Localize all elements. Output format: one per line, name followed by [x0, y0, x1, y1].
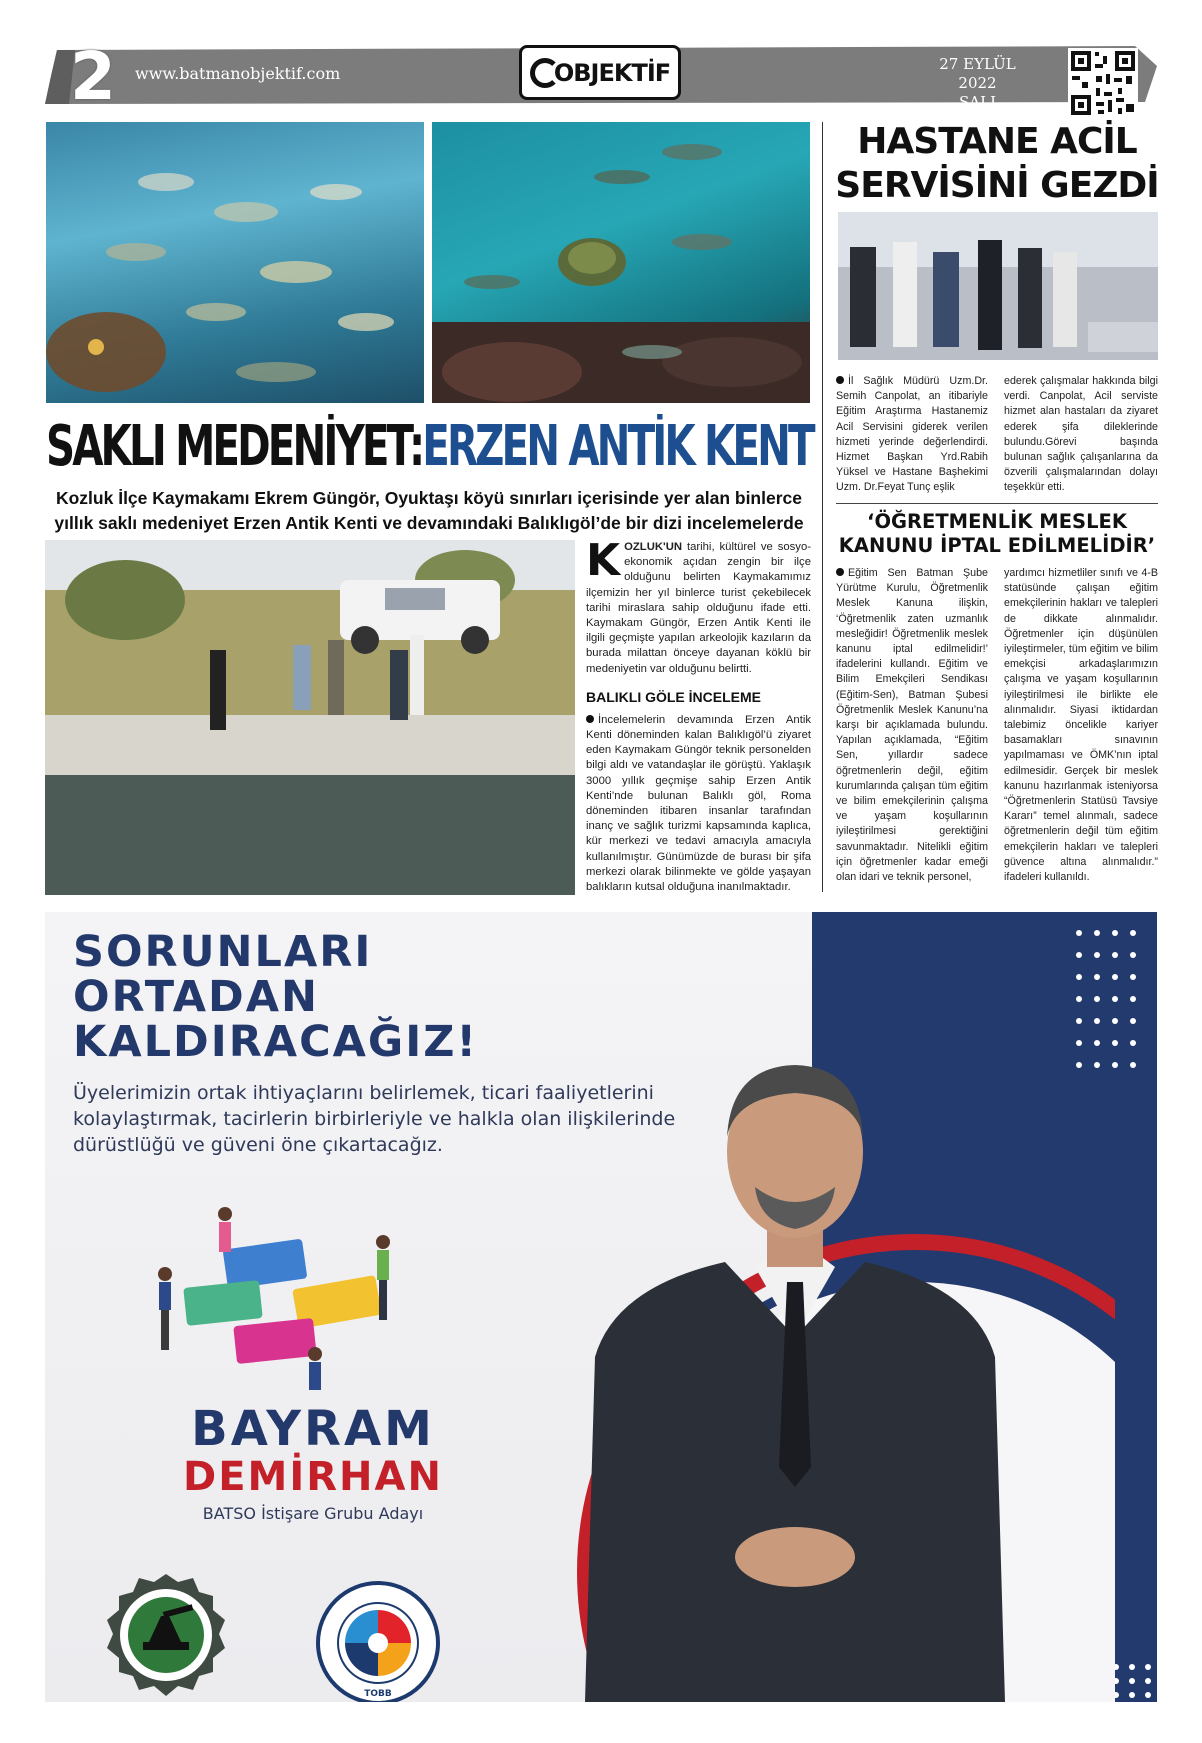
main-article-paragraph-2	[586, 713, 811, 895]
decor-dot	[1076, 1062, 1082, 1068]
decor-dot	[1130, 1018, 1136, 1024]
batso-seal-icon	[103, 1572, 229, 1698]
issue-date-day: 27 EYLÜL 2022	[939, 55, 1016, 92]
hospital-headline: HASTANE ACİL SERVİSİNİ GEZDİ	[835, 121, 1159, 206]
tobb-seal-abbr: TOBB	[364, 1689, 392, 1699]
decor-dot	[1112, 996, 1118, 1002]
decor-dot	[1076, 1040, 1082, 1046]
decor-dot	[1112, 1018, 1118, 1024]
tobb-seal-icon	[315, 1580, 441, 1702]
photo-site-visit	[45, 540, 575, 895]
bullet-icon	[836, 376, 844, 384]
decor-dot	[1145, 1678, 1151, 1684]
slogan-line-1: SORUNLARI	[73, 927, 373, 977]
decor-dot	[1094, 930, 1100, 936]
hospital-col-1-text: İl Sağlık Müdürü Uzm.Dr. Semih Canpolat, an itibariyle Eğitim Araştırma Hastanemiz Acil Servisini giderek verilen hizmeti yerinde değerlendirdi. Hizmet Başkan Yrd.Rabih Yüksel ve Hastane Başhekimi Uzm. Dr.Feyat Tunç eşlik	[836, 375, 988, 494]
decor-dot	[1094, 1018, 1100, 1024]
main-article-body	[586, 535, 811, 895]
drop-cap: K	[586, 535, 621, 586]
qr-code-icon[interactable]	[1068, 48, 1138, 118]
hospital-article-col-2: ederek çalışmalar hakkında bilgi verdi. Canpolat, Acil serviste hizmet alan hastaları da ziyaret ederek şifa dileklerinde bulundu.Görevi başında bulunan sağlık çalışanlarına da özverili çalışmalarından dolayı teşekkür etti.	[1004, 375, 1158, 494]
issue-date	[920, 55, 1035, 112]
decor-dot	[1130, 1040, 1136, 1046]
site-url-link[interactable]: www.batmanobjektif.com	[135, 64, 341, 83]
decor-dot	[1130, 952, 1136, 958]
slogan-line-2: ORTADAN	[73, 972, 319, 1022]
decor-dot	[1076, 952, 1082, 958]
slogan-line-3: KALDIRACAĞIZ!	[73, 1017, 479, 1067]
decor-dot	[1076, 996, 1082, 1002]
decor-dot	[1076, 930, 1082, 936]
newspaper-logo[interactable]	[519, 45, 681, 100]
candidate-photo	[555, 1037, 1035, 1702]
bullet-icon	[586, 715, 594, 723]
page-number: 2	[70, 38, 116, 115]
article-subheading: BALIKLI GÖLE İNCELEME	[586, 688, 761, 705]
photo-hospital-visit	[838, 212, 1158, 360]
main-headline	[46, 412, 813, 482]
advert-description: Üyelerimizin ortak ihtiyaçlarını belirlemek, ticari faaliyetlerini kolaylaştırmak, tacirlerin birbirleriyle ve halkla olan ilişkilerinde dürüstlüğü ve güveni öne çıkartacağız.	[73, 1082, 676, 1156]
teacher-col-1-text: Eğitim Sen Batman Şube Yürütme Kurulu, Öğretmenlik Meslek Kanuna ilişkin, ‘Öğretmenlik zaten uzmanlık mesleğidir! Öğretmenlik meslek kanunu iptal edilmelidir!’ ifadelerini kullandı. Eğitim ve Bilim Emekçileri Sendikası (Eğitim-Sen), Batman Şubesi Öğretmenlik Meslek Kanunu’na karşı bir açıklamada bulundu. Yapılan açıklamada, “Eğitim Sen, yıllardır sadece öğretmenlerin değil, eğitim kurumlarında çalışan tüm eğitim ve bilim emekçilerinin çalışma ve yaşam koşullarının iyileştirilmesi gerektiğini savunmaktadır. Nitelikli eğitim için öğretmenler kadar emeği olan idari ve teknik personel,	[836, 567, 988, 884]
decor-dot	[1076, 1018, 1082, 1024]
teacher-headline: ‘ÖĞRETMENLİK MESLEK KANUNU İPTAL EDİLMELİDİR’	[838, 510, 1156, 557]
decor-dot	[1130, 996, 1136, 1002]
decor-dot	[1145, 1692, 1151, 1698]
main-subhead: Kozluk İlçe Kaymakamı Ekrem Güngör, Oyuktaşı köyü sınırları içerisinde yer alan binlerce yıllık saklı medeniyet Erzen Antik Kenti ve devamındaki Balıklıgöl’de bir dizi incelemelerde	[54, 488, 804, 533]
section-divider	[836, 503, 1158, 504]
decor-dot	[1094, 1040, 1100, 1046]
decor-dot	[1129, 1678, 1135, 1684]
logo-text: OBJEKTİF	[553, 58, 671, 87]
issue-date-weekday: SALI	[959, 93, 996, 111]
decor-dot	[1112, 952, 1118, 958]
campaign-advert	[45, 912, 1157, 1702]
decor-dot	[1129, 1664, 1135, 1670]
lead-word: OZLUK'UN	[624, 541, 683, 553]
paragraph-1-text: tarihi, kültürel ve sosyo-ekonomik açıdan zengin bir ilçe olduğunu belirten Kaymakamımız ilçemizin her yıl binlerce turist çekebilecek tarihi miraslara sahip olduğunu ifade etti. Kaymakam Güngör, Erzen Antik Kenti ile ilgili geçmişte yapılan arkeolojik kazıların da burada milattan önceye dayanan köklü bir medeniyetin var olduğunu belirtti.	[586, 541, 811, 675]
headline-part-blue: ERZEN ANTİK KENT	[422, 414, 813, 479]
decor-dot	[1129, 1692, 1135, 1698]
decor-dot	[1130, 1062, 1136, 1068]
decor-dot	[1094, 1062, 1100, 1068]
main-article-paragraph-1	[586, 535, 811, 677]
candidate-last-name: DEMİRHAN	[183, 1454, 443, 1500]
decor-dot	[1112, 974, 1118, 980]
photo-turtle-and-fish	[432, 122, 810, 403]
column-divider	[822, 122, 823, 892]
teacher-article-col-1	[836, 566, 988, 885]
decor-dot	[1094, 974, 1100, 980]
decor-dot	[1130, 974, 1136, 980]
decor-dot	[1094, 952, 1100, 958]
headline-part-black: SAKLI MEDENİYET:	[46, 414, 423, 479]
candidate-title: BATSO İstişare Grubu Adayı	[202, 1504, 424, 1523]
dot-pattern-top	[1076, 930, 1136, 1068]
decor-dot	[1094, 996, 1100, 1002]
photo-fish-shoal	[46, 122, 424, 403]
teacher-article-col-2: yardımcı hizmetliler sınıfı ve 4-B statüsünde çalışan eğitim emekçilerinin hakları ve talepleri de dikkate alınmalıdır. Öğretmenler için düşünülen iyileştirmeler, tüm eğitim ve bilim emekçisi arkadaşlarımızın çalışma ve yaşam koşullarının iyileştirilmesi ile birlikte ele alınmalıdır. Siyasi iktidardan talebimiz öncelikle kariyer basamakları sınavının yapılmaması ve ÖMK’nın iptal edilmesidir. Gerçek bir meslek kanunu hazırlanmak isteniyorsa “Öğretmenlerin Statüsü Tavsiye Kararı” temel alınmalı, sadece öğretmenlerin değil tüm eğitim emekçilerin hakları ve talepleri güvence altına alınmalıdır.” ifadeleri kullanıldı.	[1004, 567, 1158, 884]
decor-dot	[1112, 930, 1118, 936]
decor-dot	[1145, 1664, 1151, 1670]
paragraph-2-text: İncelemelerin devamında Erzen Antik Kenti döneminden kalan Balıklıgöl’ü ziyaret eden Kaymakam Güngör teknik personelden bilgi aldı ve vatandaşlar ile görüştü. Yaklaşık 3000 yıllık geçmişe sahip Erzen Antik Kenti’nde bulunan Balıklı göl, Roma döneminden itibaren insanlar tarafından inanç ve sağlık turizmi kapsamında kaplıca, kür merkezi ve tedavi amacıyla amacıyla kullanılmıştır. Günümüzde de burası bir şifa merkezi olarak bilinmekte ve gölde yaşayan balıkların kutsal olduğuna inanılmaktadır.	[586, 713, 811, 894]
bullet-icon	[836, 568, 844, 576]
decor-dot	[1112, 1062, 1118, 1068]
hospital-article-col-1	[836, 374, 988, 496]
decor-dot	[1130, 930, 1136, 936]
candidate-first-name: BAYRAM	[191, 1401, 435, 1457]
decor-dot	[1112, 1040, 1118, 1046]
decor-dot	[1076, 974, 1082, 980]
puzzle-people-icon	[145, 1204, 465, 1404]
